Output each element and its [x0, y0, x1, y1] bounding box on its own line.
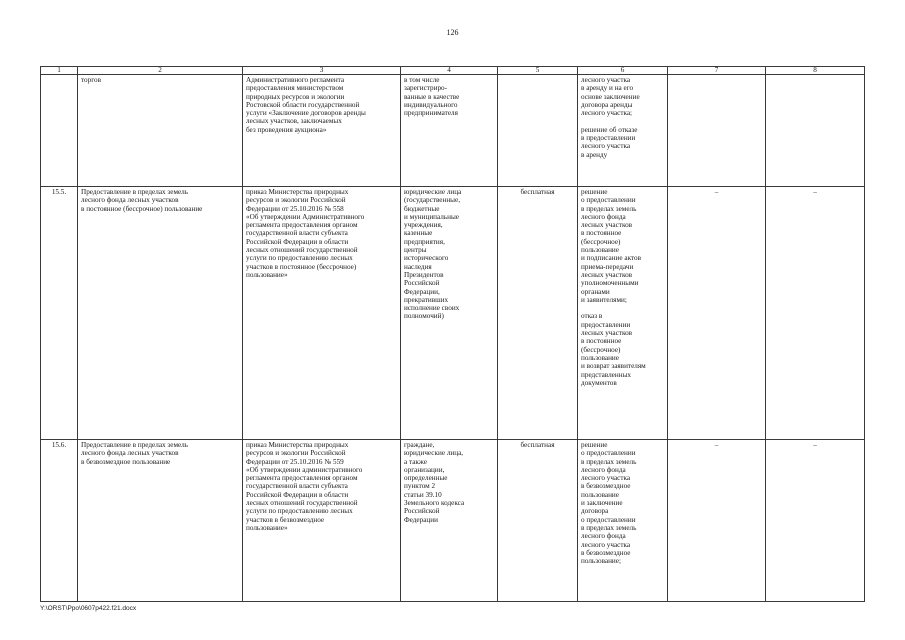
- col-7-value: [668, 187, 766, 440]
- row-number: [41, 440, 78, 602]
- cell-text: решение о предоставлении в пределах земель лесного фонда лесного участка в безвозмездное пользование и заключение договора о предоставлении в пределах земель лесного фонда лесного участка в безвозмездное пользование;: [581, 441, 637, 566]
- cell-text: Предоставление в пределах земель лесного фонда лесных участков в постоянное (бессрочное) пользование: [81, 188, 203, 213]
- legal-act: [243, 440, 401, 602]
- applicants: [401, 440, 498, 602]
- cell-text: юридические лица (государственные, бюджетные и муниципальные учреждения, казенные предприятия, центры исторического наследия Президентов Российской Федерации, прекративших исполнение своих полномочий): [404, 188, 462, 321]
- fee: [498, 187, 578, 440]
- col-header-1: 1: [41, 67, 78, 75]
- service-name: [78, 440, 243, 602]
- legal-act: [243, 187, 401, 440]
- cell-text: торгов: [81, 76, 101, 84]
- row-number: [41, 75, 78, 187]
- cell-text: 15.5.: [51, 188, 67, 196]
- cell-text: приказ Министерства природных ресурсов и экологии Российской Федерации от 25.10.2016 № 559 «Об утверждении административного регламента предоставления органом государственной власти субъекта Российской Федерации в области лесных отношений государственной услуги по предоставлению лесных участков в безвозмездное пользование»: [246, 441, 363, 532]
- cell-text: решение о предоставлении в пределах земель лесного фонда лесных участков в постоянное (бессрочное) пользование и подписание актов приема-передачи лесных участков уполномоченными органами и заявителями; отказ в предоставлении лесных участков в постоянное (бессрочное) пользование и возврат заявителям представленных документов: [581, 188, 646, 387]
- fee: [498, 75, 578, 187]
- services-table: [40, 66, 865, 602]
- service-name: [78, 75, 243, 187]
- cell-text: лесного участка в аренду и на его основе заключение договора аренды лесного участка; решение об отказе в предоставлении лесного участка в аренду: [581, 76, 640, 159]
- fee: [498, 440, 578, 602]
- applicants: [401, 187, 498, 440]
- result: [578, 440, 668, 602]
- col-header-8: 8: [766, 67, 865, 75]
- result: [578, 75, 668, 187]
- cell-text: бесплатная: [520, 441, 555, 449]
- result: [578, 187, 668, 440]
- header-row: [41, 67, 865, 75]
- col-7-value: [668, 75, 766, 187]
- col-header-7: 7: [668, 67, 766, 75]
- applicants: [401, 75, 498, 187]
- table-row: [41, 75, 865, 187]
- legal-act: [243, 75, 401, 187]
- col-header-4: 4: [401, 67, 498, 75]
- cell-text: бесплатная: [520, 188, 555, 196]
- col-header-3: 3: [243, 67, 401, 75]
- file-path-footer: Y:\ORST\Ppo\0607p422.f21.docx: [40, 605, 137, 612]
- col-header-6: 6: [578, 67, 668, 75]
- cell-text: Административного регламента предоставления министерством природных ресурсов и экологии Ростовской области государственной услуги «Заключение договоров аренды лесных участков, заключаемых без проведения аукциона»: [246, 76, 366, 134]
- col-8-value: [766, 75, 865, 187]
- cell-text: приказ Министерства природных ресурсов и экологии Российской Федерации от 25.10.2016 № 558 «Об утверждении Административного регламента предоставления органом государственной власти субъекта Российской Федерации в области лесных отношений государственной услуги по предоставлению лесных участков в постоянное (бессрочное) пользование»: [246, 188, 365, 279]
- cell-text: 15.6.: [51, 441, 67, 449]
- col-7-value: [668, 440, 766, 602]
- col-8-value: [766, 440, 865, 602]
- cell-text: –: [813, 188, 817, 196]
- page-number: 126: [446, 28, 459, 37]
- row-number: [41, 187, 78, 440]
- cell-text: –: [813, 441, 817, 449]
- table-row: [41, 187, 865, 440]
- cell-text: –: [714, 441, 719, 449]
- cell-text: граждане, юридические лица, а также организации, определенные пунктом 2 статьи 39.10 Земельного кодекса Российской Федерации: [404, 441, 465, 524]
- cell-text: в том числе зарегистриро- ванные в качестве индивидуального предпринимателя: [404, 76, 460, 118]
- cell-text: –: [714, 188, 719, 196]
- cell-text: Предоставление в пределах земель лесного фонда лесных участков в безвозмездное пользование: [81, 441, 189, 466]
- col-8-value: [766, 187, 865, 440]
- service-name: [78, 187, 243, 440]
- col-header-2: 2: [78, 67, 243, 75]
- col-header-5: 5: [498, 67, 578, 75]
- table-row: [41, 440, 865, 602]
